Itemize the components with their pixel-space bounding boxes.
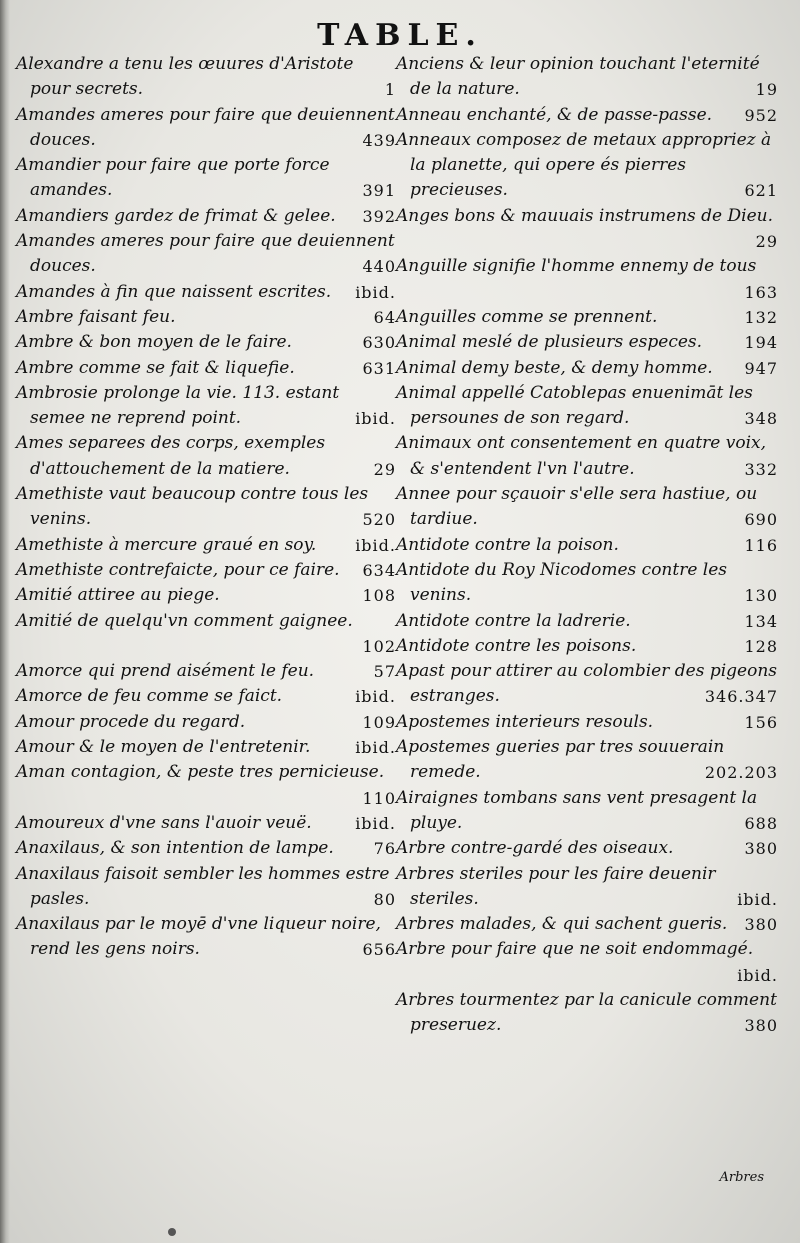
index-entry-page: 380 [744,1016,778,1036]
index-entry-page: 392 [362,206,396,226]
index-entry-page: ibid. [355,738,396,758]
index-entry [396,482,778,533]
index-entry [16,862,396,913]
index-entry-text: Annee pour sçauoir s'elle sera hastiue, ou tardiue. [396,484,758,530]
index-entry-page: 952 [744,105,778,125]
index-entry-page: 109 [362,712,396,732]
index-entry-text: Antidote contre la poison. [396,534,619,555]
index-entry-text: Anneau enchanté, & de passe-passe. [396,104,713,125]
index-entry-page: 76 [373,839,396,859]
index-entry-text: Animaux ont consentement en quatre voix, & s'entendent l'vn l'autre. [396,433,767,479]
index-entry-text: Antidote contre les poisons. [396,635,637,656]
index-entry-text: Amandier pour faire que porte force amandes. [16,155,330,201]
index-entry [16,912,396,963]
index-entry-text: Amour & le moyen de l'entretenir. [16,737,311,758]
index-entry-text: Anges bons & mauuais instrumens de Dieu. [396,205,773,226]
index-entry [396,735,778,786]
index-entry-page: 380 [744,915,778,935]
index-entry [396,786,778,837]
index-entry-text: Amorce qui prend aisément le feu. [16,661,315,682]
index-entry-text: Airaignes tombans sans vent presagent la pluye. [396,787,758,833]
index-entry-page: 156 [744,712,778,732]
index-entry-page: 108 [362,586,396,606]
index-entry [16,684,396,709]
index-entry-page: 19 [755,80,778,100]
index-entry-text: Amoureux d'vne sans l'auoir veuë. [16,812,312,833]
index-entry-text: Anaxilaus faisoit sembler les hommes estre pasles. [16,863,390,909]
index-entry-text: Anguille signifie l'homme ennemy de tous [396,256,757,277]
index-entry-page: 947 [744,358,778,378]
index-entry-page: ibid. [355,813,396,833]
index-entry-text: Arbre pour faire que ne soit endommagé. [396,939,754,960]
index-entry-page: ibid. [355,535,396,555]
index-entry-text: Anaxilaus, & son intention de lampe. [16,838,334,859]
index-entry-text: Arbres tourmentez par la canicule comment preseruez. [396,989,777,1036]
index-entry [16,52,396,103]
index-entry-page: 656 [362,940,396,960]
index-entry-text: Ames separees des corps, exemples d'attouchement de la matiere. [16,433,326,479]
index-entry [16,760,396,811]
index-entry-text: Antidote du Roy Nicodomes contre les venins. [396,559,728,606]
index-entry [396,52,778,103]
index-entry-text: Apostemes gueries par tres souuerain remede. [396,737,725,783]
index-entry-page: 194 [744,333,778,353]
index-entry-text: Apostemes interieurs resouls. [396,711,654,732]
index-entry-page: 134 [744,611,778,631]
index-entry [396,937,778,988]
index-entry-text: Arbres malades, & qui sachent gueris. [396,914,728,935]
index-entry-text: Ambre faisant feu. [16,306,176,327]
index-entry-text: Amitié de quelqu'vn comment gaignee. [16,610,353,631]
index-entry-page: 80 [373,889,396,909]
index-column-left [16,52,396,963]
index-entry [396,254,778,305]
index-entry [396,710,778,735]
index-entry [396,381,778,432]
index-entry-page: 29 [755,232,778,252]
index-entry-text: Anguilles comme se prennent. [396,306,658,327]
index-entry-text: Animal demy beste, & demy homme. [396,357,713,378]
page-binding-shadow [0,0,10,1243]
index-entry [396,988,778,1039]
index-entry [16,356,396,381]
index-entry-text: Apast pour attirer au colombier des pigeons estranges. [396,661,777,707]
index-entry [16,583,396,608]
index-entry [396,356,778,381]
index-entry [16,735,396,760]
index-entry-page: 202.203 [704,763,778,783]
catchword: Arbres [719,1170,764,1185]
index-entry-page: 132 [744,307,778,327]
index-column-right [396,52,778,1039]
index-entry [396,659,778,710]
index-entry [16,482,396,533]
index-entry-page: 631 [362,358,396,378]
index-entry-page: 102 [362,636,396,656]
index-entry-text: Amorce de feu comme se faict. [16,686,283,707]
index-entry [396,204,778,255]
page-title: TABLE. [317,18,483,53]
index-entry [16,153,396,204]
index-entry-page: 332 [744,459,778,479]
paper-speck [168,1228,176,1236]
index-entry [16,811,396,836]
index-entry [396,305,778,330]
index-entry [16,533,396,558]
index-entry-page: 57 [373,662,396,682]
index-entry-text: Amour procede du regard. [16,711,246,732]
index-entry [16,381,396,432]
index-entry-page: 621 [744,181,778,201]
index-entry-text: Ambrosie prolonge la vie. 113. estant semee ne reprend point. [16,382,340,429]
index-entry [396,558,778,609]
index-entry-page: 630 [362,333,396,353]
index-entry-page: 520 [362,510,396,530]
index-entry [396,431,778,482]
index-entry-text: Arbre contre-gardé des oiseaux. [396,838,674,859]
index-entry-text: Amethiste contrefaicte, pour ce faire. [16,559,340,580]
index-entry-page: 130 [744,586,778,606]
index-entry-page: 163 [744,282,778,302]
index-entry-text: Amitié attiree au piege. [16,585,220,606]
index-entry-text: Ambre & bon moyen de le faire. [16,332,292,353]
index-entry [16,204,396,229]
index-entry-page: ibid. [737,889,778,909]
index-entry [396,862,778,913]
index-entry [16,305,396,330]
index-entry-page: 29 [373,459,396,479]
index-entry-page: 116 [744,535,778,555]
index-entry-text: Ambre comme se fait & liquefie. [16,357,295,378]
index-entry [396,128,778,204]
index-entry [396,330,778,355]
index-entry-page: 440 [362,257,396,277]
index-entry-text: Alexandre a tenu les œuures d'Aristote pour secrets. [16,54,354,100]
index-entry-text: Anciens & leur opinion touchant l'eternité de la nature. [396,54,760,100]
index-entry-text: Amethiste à mercure graué en soy. [16,534,317,555]
index-entry-page: 391 [362,181,396,201]
index-entry-page: 1 [384,80,396,100]
index-entry-page: 690 [744,510,778,530]
index-entry [16,609,396,660]
index-entry-text: Anaxilaus par le moyē d'vne liqueur noire, rend les gens noirs. [16,914,381,960]
index-entry [396,912,778,937]
index-entry-text: Amandes ameres pour faire que deuiennent douces. [16,104,395,150]
index-entry-text: Amethiste vaut beaucoup contre tous les venins. [16,484,369,530]
index-entry-text: Aman contagion, & peste tres pernicieuse. [16,762,385,783]
index-entry-page: ibid. [355,687,396,707]
index-entry [16,280,396,305]
index-entry-text: Arbres steriles pour les faire deuenir steriles. [396,863,716,909]
index-entry [396,533,778,558]
index-entry [396,634,778,659]
index-entry-page: ibid. [737,965,778,985]
index-entry-page: 380 [744,839,778,859]
index-entry [16,103,396,154]
index-entry-page: 348 [744,409,778,429]
index-entry [16,431,396,482]
index-entry-page: 64 [373,307,396,327]
index-entry-page: 128 [744,636,778,656]
index-entry-page: 110 [362,788,396,808]
index-entry [396,609,778,634]
index-entry [16,836,396,861]
index-entry [16,558,396,583]
index-entry [396,836,778,861]
index-entry-text: Anneaux composez de metaux appropriez à la planette, qui opere és pierres precieuses. [396,129,772,201]
index-entry-text: Amandes à fin que naissent escrites. [16,281,332,302]
index-entry-text: Amandiers gardez de frimat & gelee. [16,205,336,226]
index-entry-page: ibid. [355,409,396,429]
index-entry-text: Animal appellé Catoblepas enuenimāt les persounes de son regard. [396,382,753,429]
index-entry [16,710,396,735]
index-entry-page: 439 [362,130,396,150]
index-entry [396,103,778,128]
index-entry-text: Amandes ameres pour faire que deuiennent douces. [16,231,395,277]
index-entry [16,659,396,684]
index-entry [16,330,396,355]
index-entry [16,229,396,280]
index-entry-page: 688 [744,813,778,833]
index-entry-text: Antidote contre la ladrerie. [396,610,631,631]
index-entry-text: Animal meslé de plusieurs especes. [396,332,703,353]
index-entry-page: ibid. [355,282,396,302]
index-entry-page: 346.347 [704,687,778,707]
index-entry-page: 634 [362,560,396,580]
